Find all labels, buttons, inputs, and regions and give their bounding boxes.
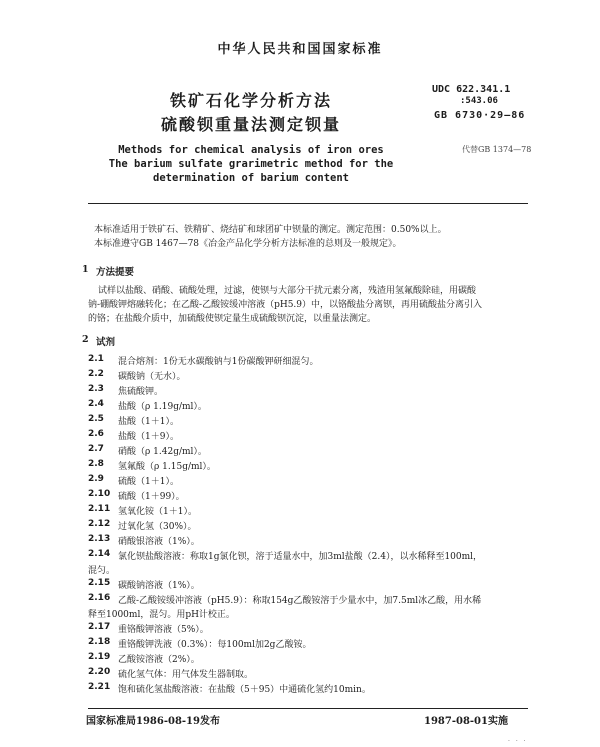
header-divider — [88, 203, 528, 204]
item-number: 2.20 — [88, 667, 111, 677]
replaces-standard: 代替GB 1374—78 — [462, 145, 532, 154]
item-number: 2.4 — [88, 399, 104, 409]
item-number: 2.13 — [88, 534, 111, 544]
item-number: 2.17 — [88, 622, 111, 632]
title-cn-line1: 铁矿石化学分析方法 — [169, 91, 332, 110]
item-text: 焦硫酸钾。 — [118, 387, 164, 397]
section1-title: 方法提要 — [96, 267, 135, 278]
intro-scope: 本标准适用于铁矿石、铁精矿、烧结矿和球团矿中钡量的测定。测定范围：0.50%以上。 — [94, 225, 447, 235]
item-number: 2.11 — [88, 504, 111, 514]
item-number: 2.10 — [88, 489, 111, 499]
item-number: 2.1 — [88, 354, 104, 364]
title-en-line1: Methods for chemical analysis of iron ores — [118, 144, 384, 156]
section1-line1: 试样以盐酸、硝酸、硫酸处理，过滤，使钡与大部分干扰元素分离，残渣用氢氟酸除硅，用碳酸 — [98, 286, 477, 296]
title-en-line2: The barium sulfate grarimetric method for the — [108, 158, 394, 170]
item-number: 2.5 — [88, 414, 104, 424]
item-text: 碳酸钠溶液（1%）。 — [118, 581, 200, 591]
item-number: 2.12 — [88, 519, 111, 529]
item-text: 氯化钡盐酸溶液：称取1g氯化钡，溶于适量水中，加3ml盐酸（2.4），以水稀释至100ml， — [118, 552, 483, 562]
gb-number: GB 6730·29—86 — [434, 110, 526, 121]
item-number: 2.7 — [88, 444, 104, 454]
item-text: 硝酸银溶液（1%）。 — [118, 537, 200, 547]
item-number: 2.8 — [88, 459, 104, 469]
page-corner-mark: · · · — [508, 738, 528, 745]
item-number: 2.14 — [88, 549, 111, 559]
item-number: 2.15 — [88, 578, 111, 588]
item-number: 2.16 — [88, 593, 111, 603]
item-number: 2.19 — [88, 652, 111, 662]
item-text: 氢氟酸（ρ 1.15g/ml）。 — [118, 462, 216, 472]
item-text: 重铬酸钾溶液（5%）。 — [118, 625, 209, 635]
section2-number: 2 — [82, 334, 89, 345]
issued-date: 国家标准局1986-08-19发布 — [86, 716, 220, 727]
item-number: 2.21 — [88, 682, 111, 692]
udc-code: UDC 622.341.1 — [432, 84, 511, 95]
section1-line2: 钠-硼酸钾熔融转化；在乙酸-乙酸铵缓冲溶液（pH5.9）中，以铬酸盐分离钡，再用硫酸盐分离引入 — [88, 300, 483, 310]
effective-date: 1987-08-01实施 — [424, 716, 508, 727]
item-text: 乙酸铵溶液（2%）。 — [118, 655, 200, 665]
udc-code-continued: :543.06 — [460, 96, 498, 106]
item-text: 重铬酸钾洗液（0.3%）：每100ml加2g乙酸铵。 — [118, 640, 312, 650]
item-text: 盐酸（ρ 1.19g/ml）。 — [118, 402, 207, 412]
item-text: 硫化氢气体：用气体发生器制取。 — [118, 670, 254, 680]
item-number: 2.9 — [88, 474, 104, 484]
item-number: 2.3 — [88, 384, 104, 394]
item-text: 过氧化氢（30%）。 — [118, 522, 197, 532]
item-text: 硫酸（1＋99）。 — [118, 492, 185, 502]
intro-compliance: 本标准遵守GB 1467—78《冶金产品化学分析方法标准的总则及一般规定》。 — [94, 239, 402, 249]
item-number: 2.2 — [88, 369, 104, 379]
item-text: 盐酸（1＋9）。 — [118, 432, 179, 442]
section1-line3: 的铬；在盐酸介质中，加硫酸使钡定量生成硫酸钡沉淀，以重量法测定。 — [88, 314, 377, 324]
title-cn-line2: 硫酸钡重量法测定钡量 — [160, 115, 341, 134]
section1-number: 1 — [82, 264, 89, 275]
item-text: 混合熔剂：1份无水碳酸钠与1份碳酸钾研细混匀。 — [118, 357, 319, 367]
item-text: 硫酸（1＋1）。 — [118, 477, 179, 487]
item-text: 碳酸钠（无水）。 — [118, 372, 186, 382]
item-text-continued: 混匀。 — [88, 566, 116, 576]
standard-title: 中华人民共和国国家标准 — [217, 42, 383, 57]
item-text-continued: 释至1000ml，混匀。用pH计校正。 — [88, 610, 235, 620]
footer-divider — [88, 708, 528, 709]
item-text: 乙酸-乙酸铵缓冲溶液（pH5.9）：称取154g乙酸铵溶于少量水中，加7.5ml冰乙酸，用水稀 — [118, 596, 482, 606]
item-number: 2.18 — [88, 637, 111, 647]
item-text: 盐酸（1＋1）。 — [118, 417, 179, 427]
item-text: 饱和硫化氢盐酸溶液：在盐酸（5＋95）中通硫化氢约10min。 — [118, 685, 371, 695]
section2-title: 试剂 — [96, 337, 116, 348]
title-en-line3: determination of barium content — [153, 172, 349, 184]
item-number: 2.6 — [88, 429, 104, 439]
item-text: 硝酸（ρ 1.42g/ml）。 — [118, 447, 207, 457]
item-text: 氢氧化铵（1＋1）。 — [118, 507, 197, 517]
